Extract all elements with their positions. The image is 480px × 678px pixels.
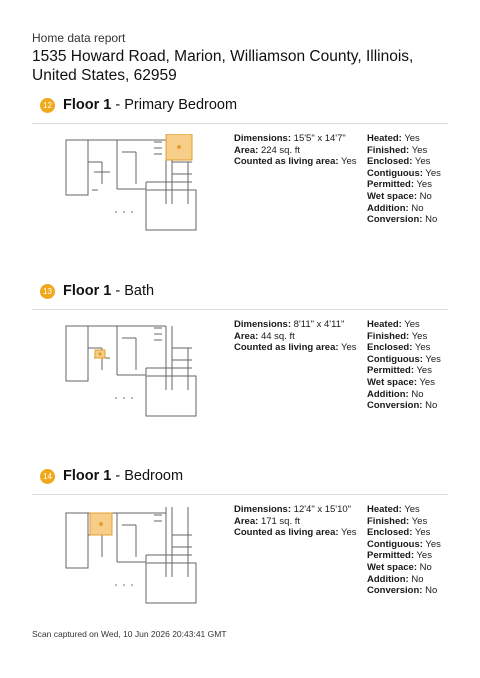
report-label: Home data report	[32, 31, 126, 45]
room-attributes-block: Heated: Yes Finished: Yes Enclosed: Yes Contiguous: Yes Permitted: Yes Wet space: No Addition: No Conversion: No	[367, 504, 441, 597]
room-title: Floor 1 - Bath	[63, 283, 155, 299]
room-heading	[40, 282, 154, 300]
room-heading	[40, 96, 237, 114]
room-dimensions-block: Dimensions: 8'11" x 4'11" Area: 44 sq. ft Counted as living area: Yes	[234, 319, 357, 354]
scan-timestamp: Scan captured on Wed, 10 Jun 2026 20:43:41 GMT	[32, 629, 227, 639]
room-dimensions-block: Dimensions: 12'4" x 15'10" Area: 171 sq. ft Counted as living area: Yes	[234, 504, 357, 539]
floor-plan-thumbnail	[62, 320, 202, 420]
section-divider	[32, 123, 448, 124]
room-number-badge: 12	[40, 98, 55, 113]
room-attributes-block: Heated: Yes Finished: Yes Enclosed: Yes Contiguous: Yes Permitted: Yes Wet space: No Addition: No Conversion: No	[367, 133, 441, 226]
room-dimensions-block: Dimensions: 15'5" x 14'7" Area: 224 sq. ft Counted as living area: Yes	[234, 133, 357, 168]
floor-plan-thumbnail	[62, 505, 202, 605]
room-number-badge: 14	[40, 469, 55, 484]
room-title: Floor 1 - Bedroom	[63, 468, 184, 484]
room-heading	[40, 467, 183, 485]
property-address: 1535 Howard Road, Marion, Williamson County, Illinois, United States, 62959	[32, 48, 414, 84]
section-divider	[32, 494, 448, 495]
room-title: Floor 1 - Primary Bedroom	[63, 97, 238, 113]
room-attributes-block: Heated: Yes Finished: Yes Enclosed: Yes Contiguous: Yes Permitted: Yes Wet space: Yes Addition: No Conversion: No	[367, 319, 441, 412]
floor-plan-thumbnail	[62, 134, 202, 234]
room-number-badge: 13	[40, 284, 55, 299]
section-divider	[32, 309, 448, 310]
